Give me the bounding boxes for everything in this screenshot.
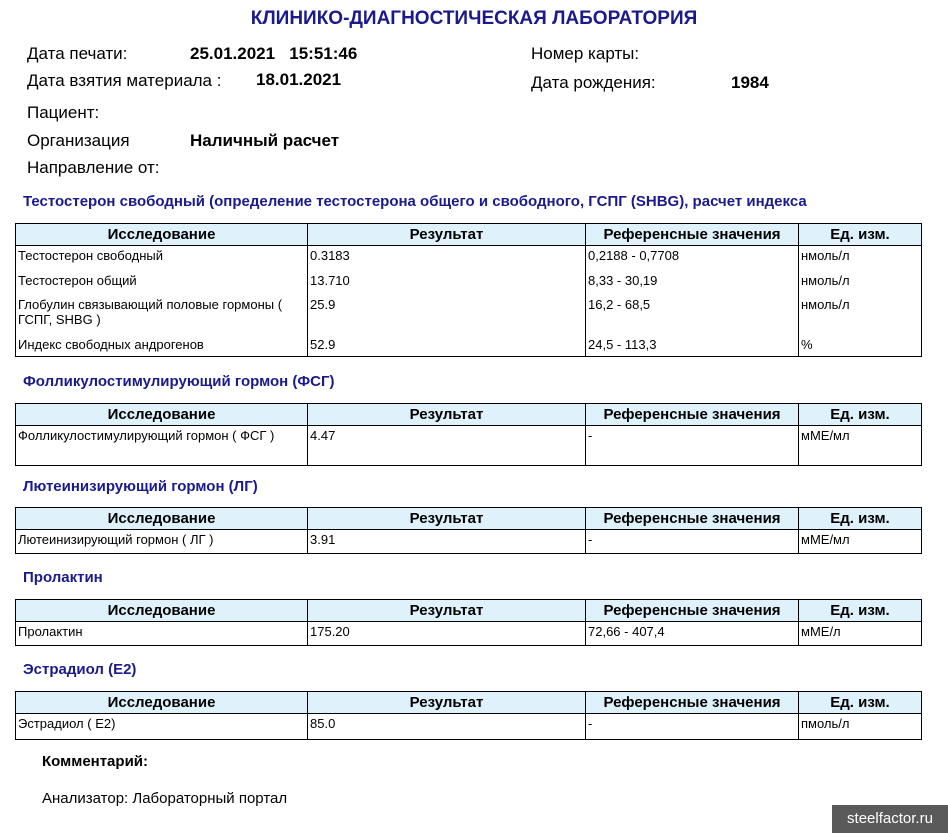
reference-cell: - (586, 714, 799, 740)
test-name-cell: Индекс свободных андрогенов (16, 335, 308, 357)
reference-cell: 24,5 - 113,3 (586, 335, 799, 357)
column-header-reference: Референсные значения (586, 508, 799, 530)
column-header-test: Исследование (16, 692, 308, 714)
table-row (16, 622, 922, 646)
table-row (16, 271, 922, 295)
print-date-value: 25.01.2021 15:51:46 (190, 44, 358, 63)
column-header-result: Результат (308, 692, 586, 714)
column-header-result: Результат (308, 404, 586, 426)
unit-cell: нмоль/л (799, 246, 922, 271)
column-header-test: Исследование (16, 600, 308, 622)
print-date-label: Дата печати: (27, 44, 128, 63)
sample-date-label: Дата взятия материала : (27, 71, 222, 90)
column-header-unit: Ед. изм. (799, 600, 922, 622)
reference-cell: - (586, 426, 799, 466)
analyzer-text: Анализатор: Лабораторный портал (42, 790, 288, 807)
reference-cell: 0,2188 - 0,7708 (586, 246, 799, 271)
reference-cell: 16,2 - 68,5 (586, 295, 799, 335)
column-header-reference: Референсные значения (586, 404, 799, 426)
reference-cell: - (586, 530, 799, 554)
column-header-unit: Ед. изм. (799, 404, 922, 426)
column-header-reference: Референсные значения (586, 600, 799, 622)
column-header-unit: Ед. изм. (799, 508, 922, 530)
section-title-lh: Лютеинизирующий гормон (ЛГ) (23, 478, 258, 495)
unit-cell: % (799, 335, 922, 357)
results-table-testosterone (15, 223, 922, 357)
result-cell: 25.9 (308, 295, 586, 335)
birth-date-value: 1984 (731, 73, 769, 92)
result-cell: 85.0 (308, 714, 586, 740)
unit-cell: мМЕ/мл (799, 530, 922, 554)
results-table-fsh (15, 403, 922, 466)
result-cell: 4.47 (308, 426, 586, 466)
result-cell: 3.91 (308, 530, 586, 554)
column-header-reference: Референсные значения (586, 692, 799, 714)
results-table-estradiol (15, 691, 922, 740)
organization-value: Наличный расчет (190, 131, 340, 150)
test-name-cell: Пролактин (16, 622, 308, 646)
unit-cell: мМЕ/л (799, 622, 922, 646)
column-header-test: Исследование (16, 404, 308, 426)
comment-label: Комментарий: (42, 753, 149, 770)
lab-title: КЛИНИКО-ДИАГНОСТИЧЕСКАЯ ЛАБОРАТОРИЯ (250, 8, 698, 29)
unit-cell: мМЕ/мл (799, 426, 922, 466)
test-name-cell: Фолликулостимулирующий гормон ( ФСГ ) (16, 426, 308, 466)
test-name-cell: Глобулин связывающий половые гормоны ( ГСПГ, SHBG ) (16, 295, 308, 335)
column-header-test: Исследование (16, 508, 308, 530)
results-table-prolactin (15, 599, 922, 646)
table-row (16, 426, 922, 466)
sample-date-value: 18.01.2021 (256, 70, 342, 89)
test-name-cell: Эстрадиол ( Е2) (16, 714, 308, 740)
reference-cell: 72,66 - 407,4 (586, 622, 799, 646)
section-title-prolactin: Пролактин (23, 569, 103, 586)
result-cell: 175.20 (308, 622, 586, 646)
column-header-unit: Ед. изм. (799, 224, 922, 246)
section-title-estradiol: Эстрадиол (Е2) (23, 661, 137, 678)
test-name-cell: Тестостерон свободный (16, 246, 308, 271)
column-header-result: Результат (308, 600, 586, 622)
table-row (16, 246, 922, 271)
unit-cell: пмоль/л (799, 714, 922, 740)
column-header-unit: Ед. изм. (799, 692, 922, 714)
column-header-result: Результат (308, 224, 586, 246)
test-name-cell: Тестостерон общий (16, 271, 308, 295)
test-name-cell: Лютеинизирующий гормон ( ЛГ ) (16, 530, 308, 554)
organization-label: Организация (27, 131, 130, 150)
unit-cell: нмоль/л (799, 271, 922, 295)
result-cell: 0.3183 (308, 246, 586, 271)
table-row (16, 530, 922, 554)
section-title-testosterone: Тестостерон свободный (определение тестостерона общего и свободного, ГСПГ (SHBG), расчет индекса (23, 193, 807, 210)
column-header-reference: Референсные значения (586, 224, 799, 246)
table-row (16, 714, 922, 740)
result-cell: 52.9 (308, 335, 586, 357)
column-header-test: Исследование (16, 224, 308, 246)
card-number-label: Номер карты: (531, 44, 640, 63)
result-cell: 13.710 (308, 271, 586, 295)
patient-label: Пациент: (27, 103, 100, 122)
table-row (16, 335, 922, 357)
watermark: steelfactor.ru (832, 805, 948, 833)
birth-date-label: Дата рождения: (531, 73, 656, 92)
unit-cell: нмоль/л (799, 295, 922, 335)
reference-cell: 8,33 - 30,19 (586, 271, 799, 295)
column-header-result: Результат (308, 508, 586, 530)
section-title-fsh: Фолликулостимулирующий гормон (ФСГ) (23, 373, 335, 390)
table-row (16, 295, 922, 335)
referral-label: Направление от: (27, 158, 160, 177)
results-table-lh (15, 507, 922, 554)
